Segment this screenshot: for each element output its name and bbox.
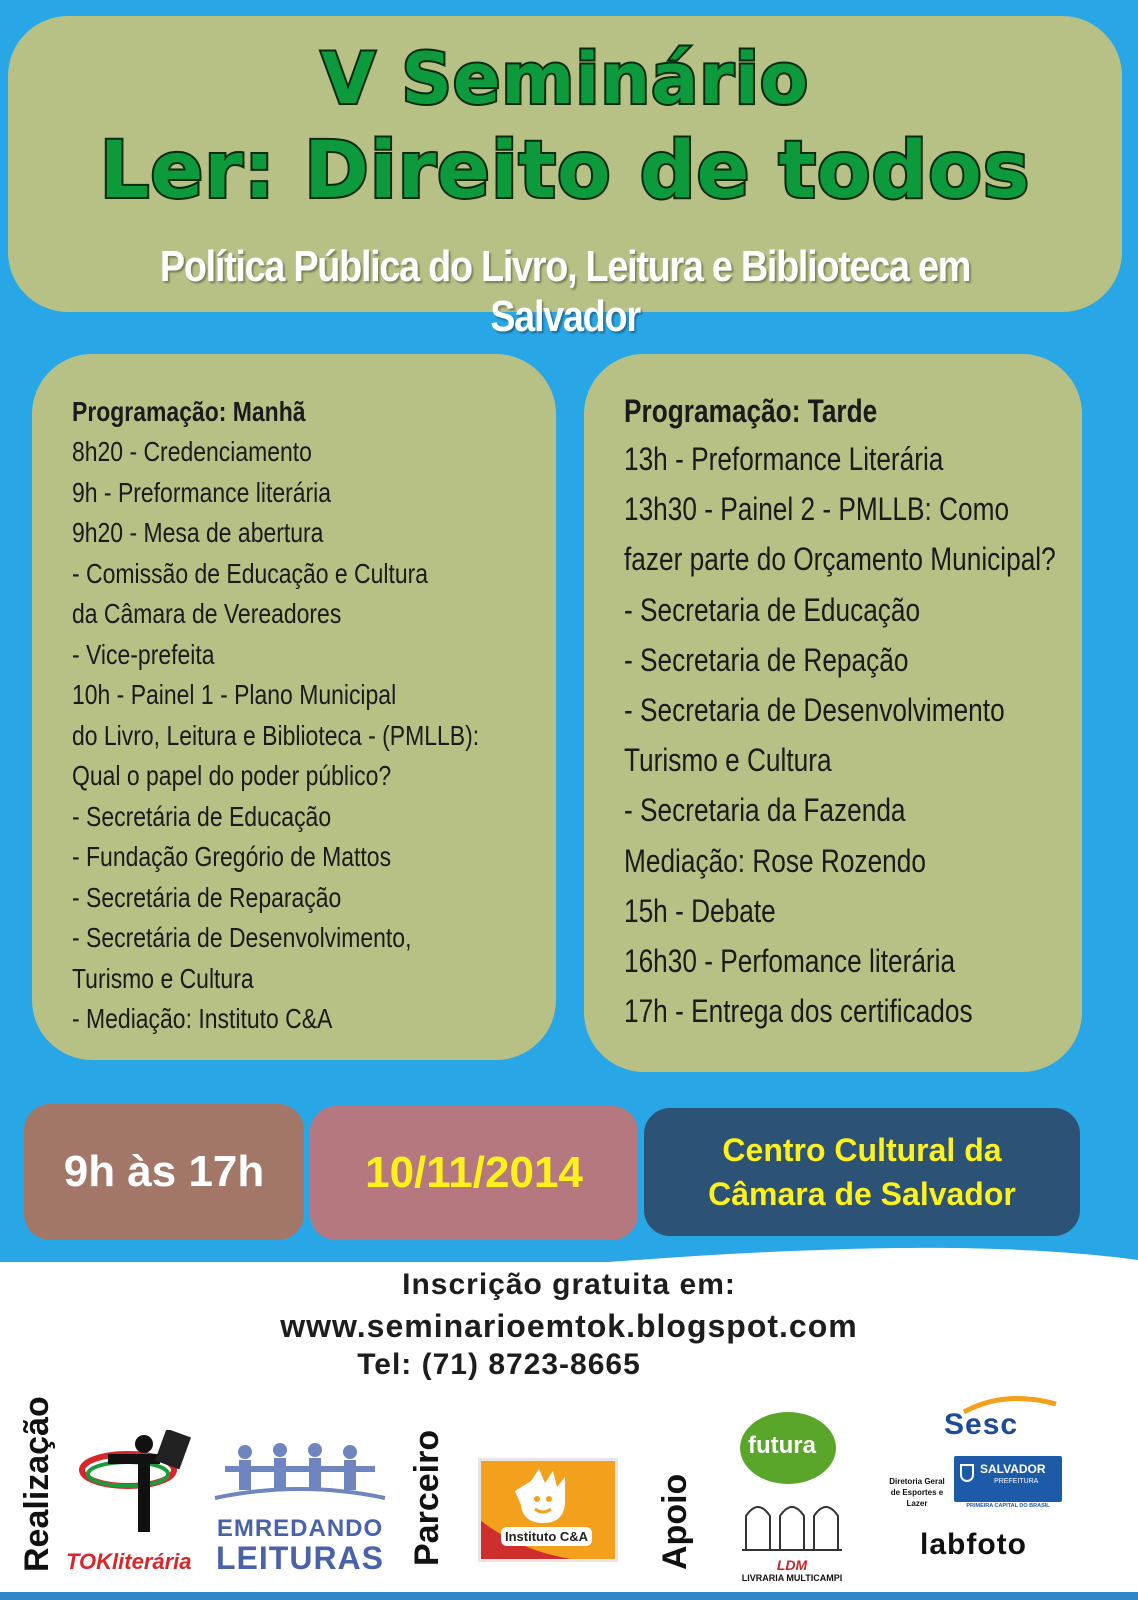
- venue-badge: [644, 1108, 1080, 1236]
- ldm-sub: LIVRARIA MULTICAMPI: [741, 1573, 843, 1583]
- list-item: - Mediação: Instituto C&A: [72, 1003, 333, 1034]
- leituras-text: LEITURAS: [216, 1540, 384, 1576]
- subtitle: Política Pública do Livro, Leitura e Biblioteca em Salvador: [159, 242, 971, 341]
- list-item: - Secretária de Desenvolvimento,: [72, 922, 412, 953]
- registration-url[interactable]: www.seminarioemtok.blogspot.com: [280, 1308, 858, 1344]
- building-icon: [740, 1494, 844, 1552]
- morning-heading: Programação: Manhã: [72, 396, 306, 427]
- afternoon-heading: Programação: Tarde: [624, 393, 878, 429]
- title-line2: Ler: Direito de todos: [99, 126, 1031, 216]
- ldm-text: LDM: [776, 1557, 808, 1573]
- salvador-logo: [884, 1456, 1064, 1516]
- afternoon-program: [584, 354, 1082, 1072]
- sesc-text: Sesc: [944, 1408, 1019, 1441]
- instituto-ca-logo: [478, 1458, 618, 1562]
- list-item: - Comissão de Educação e Cultura: [72, 557, 429, 589]
- list-item: - Secretaria de Repação: [624, 641, 909, 678]
- salvador-text: SALVADOR: [980, 1462, 1046, 1476]
- list-item: 10h - Painel 1 - Plano Municipal: [72, 679, 397, 710]
- list-item: 15h - Debate: [624, 892, 776, 929]
- futura-logo: [738, 1410, 838, 1486]
- list-item: Mediação: Rose Rozendo: [624, 842, 926, 879]
- header-panel: [8, 16, 1122, 341]
- futura-text: futura: [748, 1432, 816, 1459]
- list-item: 13h30 - Painel 2 - PMLLB: Como: [624, 491, 1010, 528]
- registration-phone: Tel: (71) 8723-8665: [357, 1348, 641, 1381]
- readers-icon: [205, 1440, 395, 1510]
- list-item: - Secretária de Educação: [72, 800, 332, 832]
- list-item: - Secretaria de Educação: [624, 591, 921, 628]
- list-item: fazer parte do Orçamento Municipal?: [624, 541, 1056, 578]
- labfoto-logo: labfoto: [920, 1528, 1027, 1561]
- bottom-border: [0, 1592, 1138, 1600]
- salvador-badge: [954, 1456, 1062, 1502]
- diretoria-text: Diretoria Geral de Esportes e Lazer: [889, 1477, 945, 1508]
- morning-list: [72, 432, 556, 1040]
- ldm-logo: [740, 1494, 844, 1592]
- list-item: da Câmara de Vereadores: [72, 598, 342, 629]
- title-line1: V Seminário: [320, 38, 810, 120]
- list-item: - Secretaria de Desenvolvimento: [624, 692, 1005, 729]
- list-item: - Secretaria da Fazenda: [624, 792, 906, 829]
- list-item: 9h20 - Mesa de abertura: [72, 517, 324, 548]
- shield-icon: [960, 1464, 974, 1482]
- list-item: Turismo e Cultura: [72, 962, 254, 994]
- list-item: - Vice-prefeita: [72, 638, 215, 670]
- list-item: 17h - Entrega dos certificados: [624, 993, 973, 1030]
- parceiro-label: Parceiro: [408, 1429, 446, 1566]
- date-badge: 10/11/2014: [310, 1106, 638, 1240]
- tok-literaria-logo: [66, 1430, 206, 1578]
- instituto-text: Instituto C&A: [501, 1527, 592, 1546]
- sesc-logo: [944, 1394, 1060, 1442]
- list-item: 9h - Preformance literária: [72, 476, 332, 508]
- capital-text: PRIMEIRA CAPITAL DO BRASIL: [966, 1503, 1050, 1509]
- list-item: 16h30 - Perfomance literária: [624, 943, 956, 980]
- list-item: Turismo e Cultura: [624, 742, 832, 779]
- tok-text: TOKliterária: [66, 1549, 192, 1574]
- tok-figure-icon: [66, 1430, 206, 1540]
- list-item: - Fundação Gregório de Mattos: [72, 841, 392, 872]
- registration-text: Inscrição gratuita em:: [402, 1268, 736, 1301]
- list-item: do Livro, Leitura e Biblioteca - (PMLLB):: [72, 719, 480, 751]
- list-item: 13h - Preformance Literária: [624, 441, 944, 477]
- emredando-logo: [200, 1440, 400, 1580]
- morning-program: [32, 354, 556, 1060]
- venue-line1: Centro Cultural da: [722, 1132, 1002, 1168]
- list-item: Qual o papel do poder público?: [72, 760, 392, 791]
- realizacao-label: Realização: [18, 1396, 56, 1572]
- list-item: - Secretária de Reparação: [72, 881, 342, 913]
- list-item: 8h20 - Credenciamento: [72, 436, 312, 467]
- venue-line2: Câmara de Salvador: [708, 1176, 1016, 1212]
- emredando-text: EMREDANDO: [216, 1515, 384, 1542]
- prefeitura-text: PREFEITURA: [994, 1478, 1039, 1485]
- afternoon-list: [624, 434, 1082, 1036]
- apoio-label: Apoio: [656, 1473, 694, 1570]
- time-badge: 9h às 17h: [24, 1104, 304, 1240]
